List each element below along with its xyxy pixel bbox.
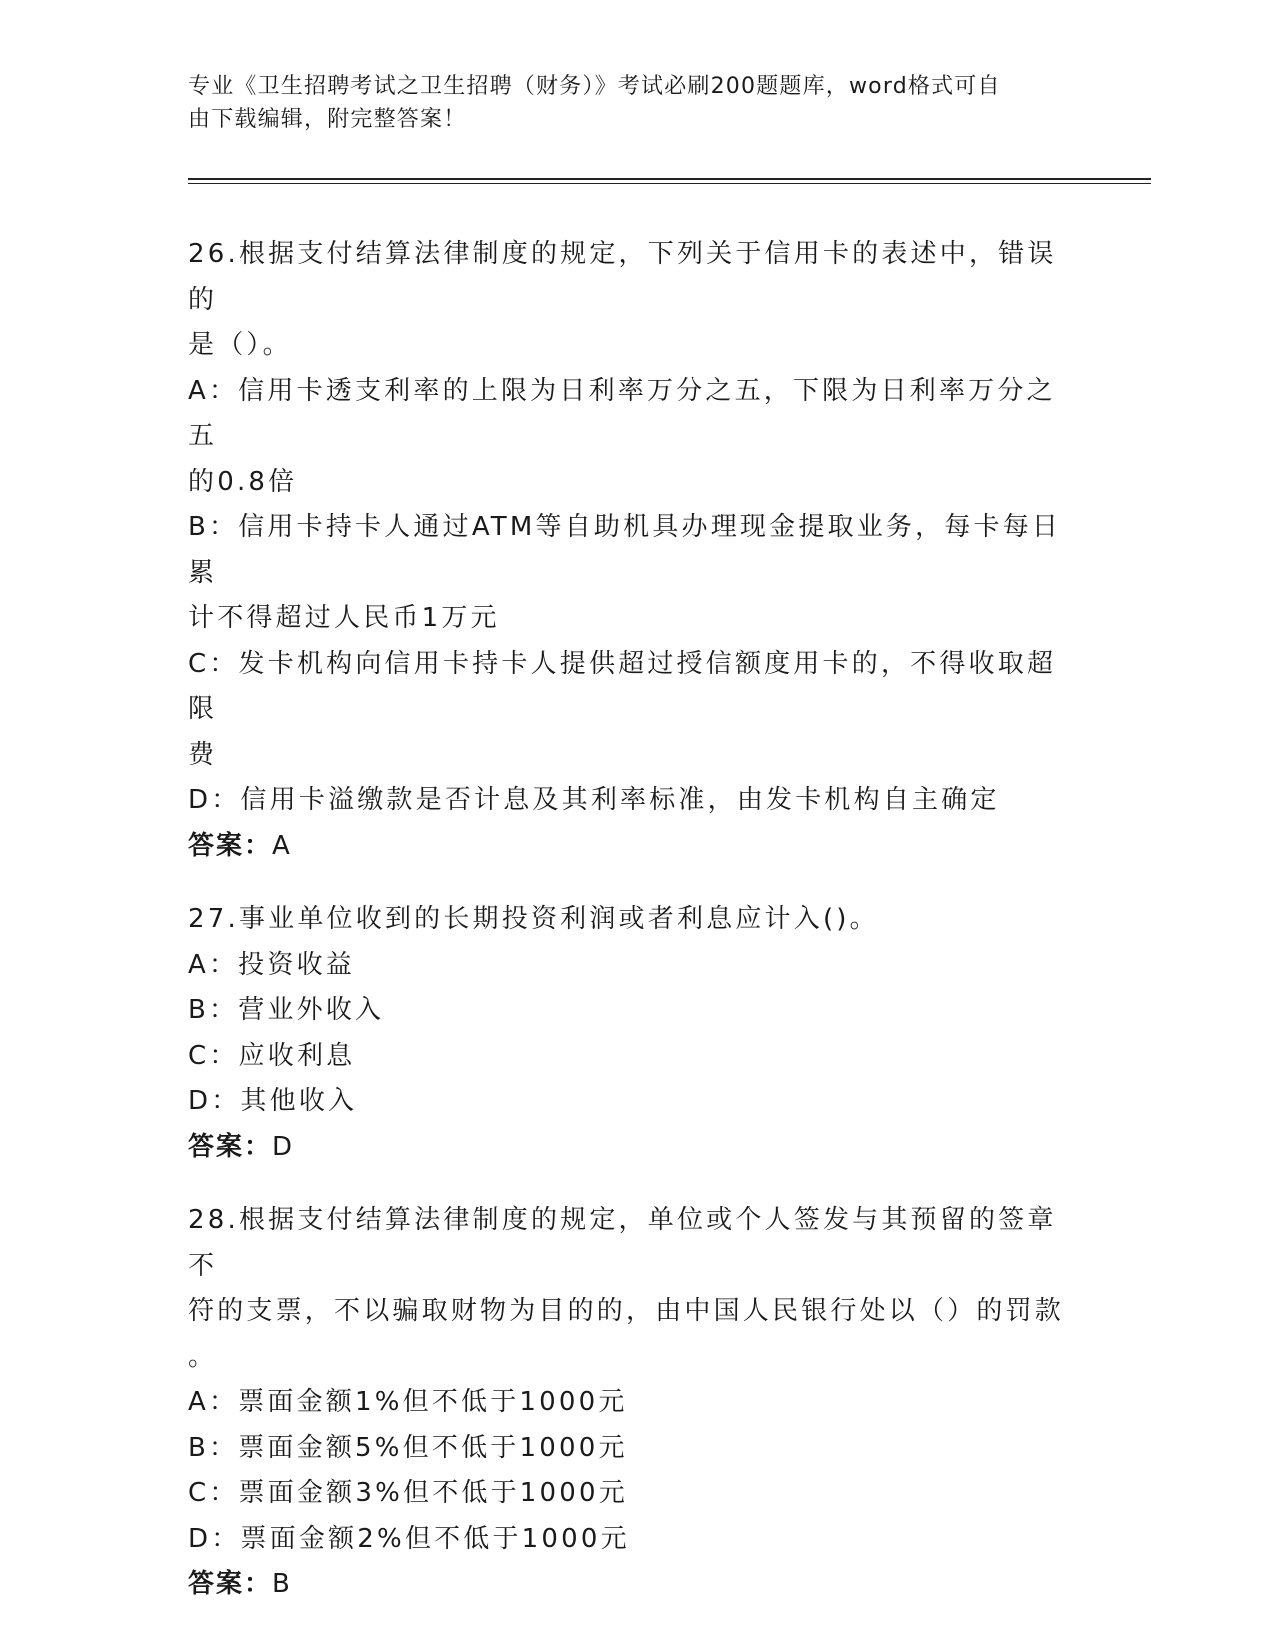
question-list: [188, 232, 1078, 1636]
answer-label: 答案：: [188, 830, 273, 861]
option-b: B：营业外收入: [188, 995, 385, 1025]
header-divider-thick: [188, 178, 1151, 180]
question-stem-line: 27.事业单位收到的长期投资利润或者利息应计入()。: [188, 904, 879, 934]
question-stem-line: 26.根据支付结算法律制度的规定，下列关于信用卡的表述中，错误的: [188, 239, 1057, 315]
answer-line: [188, 1562, 1078, 1608]
option-a: A：投资收益: [188, 949, 355, 980]
option-c: C：应收利息: [188, 1040, 356, 1071]
option-d: D：票面金额2%但不低于1000元: [188, 1523, 630, 1554]
question-26: [188, 232, 1078, 869]
answer-value: D: [272, 1131, 293, 1162]
header-line-1: 专业《卫生招聘考试之卫生招聘（财务）》考试必刷200题题库，word格式可自: [188, 74, 1001, 99]
option-a: A：信用卡透支利率的上限为日利率万分之五，下限为日利率万分之五: [188, 375, 1056, 451]
header-divider-thin: [188, 183, 1151, 184]
question-stem-line: 28.根据支付结算法律制度的规定，单位或个人签发与其预留的签章不: [188, 1205, 1057, 1281]
answer-line: [188, 1125, 1078, 1171]
option-c: C：票面金额3%但不低于1000元: [188, 1478, 628, 1508]
question-28: [188, 1198, 1078, 1608]
answer-line: [188, 824, 1078, 870]
answer-label: 答案：: [188, 1131, 273, 1162]
answer-label: 答案：: [188, 1569, 273, 1599]
question-stem-line: 符的支票，不以骗取财物为目的的，由中国人民银行处以（）的罚款: [188, 1296, 1065, 1326]
option-b: B：票面金额5%但不低于1000元: [188, 1432, 628, 1463]
option-a-cont: 的0.8倍: [188, 466, 298, 497]
question-27: [188, 897, 1078, 1170]
option-a: A：票面金额1%但不低于1000元: [188, 1387, 628, 1417]
option-c-cont: 费: [188, 739, 218, 770]
question-stem-line: 是（）。: [188, 330, 292, 360]
answer-value: B: [272, 1569, 290, 1599]
option-d: D：其他收入: [188, 1086, 358, 1116]
option-d: D：信用卡溢缴款是否计息及其利率标准，由发卡机构自主确定: [188, 785, 1000, 815]
answer-value: A: [272, 830, 290, 861]
document-header: [188, 70, 1068, 136]
header-line-2: 由下载编辑，附完整答案！: [188, 107, 467, 132]
option-c: C：发卡机构向信用卡持卡人提供超过授信额度用卡的，不得收取超限: [188, 648, 1057, 724]
question-stem-line: 。: [188, 1341, 218, 1372]
option-b-cont: 计不得超过人民币1万元: [188, 603, 500, 633]
option-b: B：信用卡持卡人通过ATM等自助机具办理现金提取业务，每卡每日累: [188, 512, 1062, 588]
